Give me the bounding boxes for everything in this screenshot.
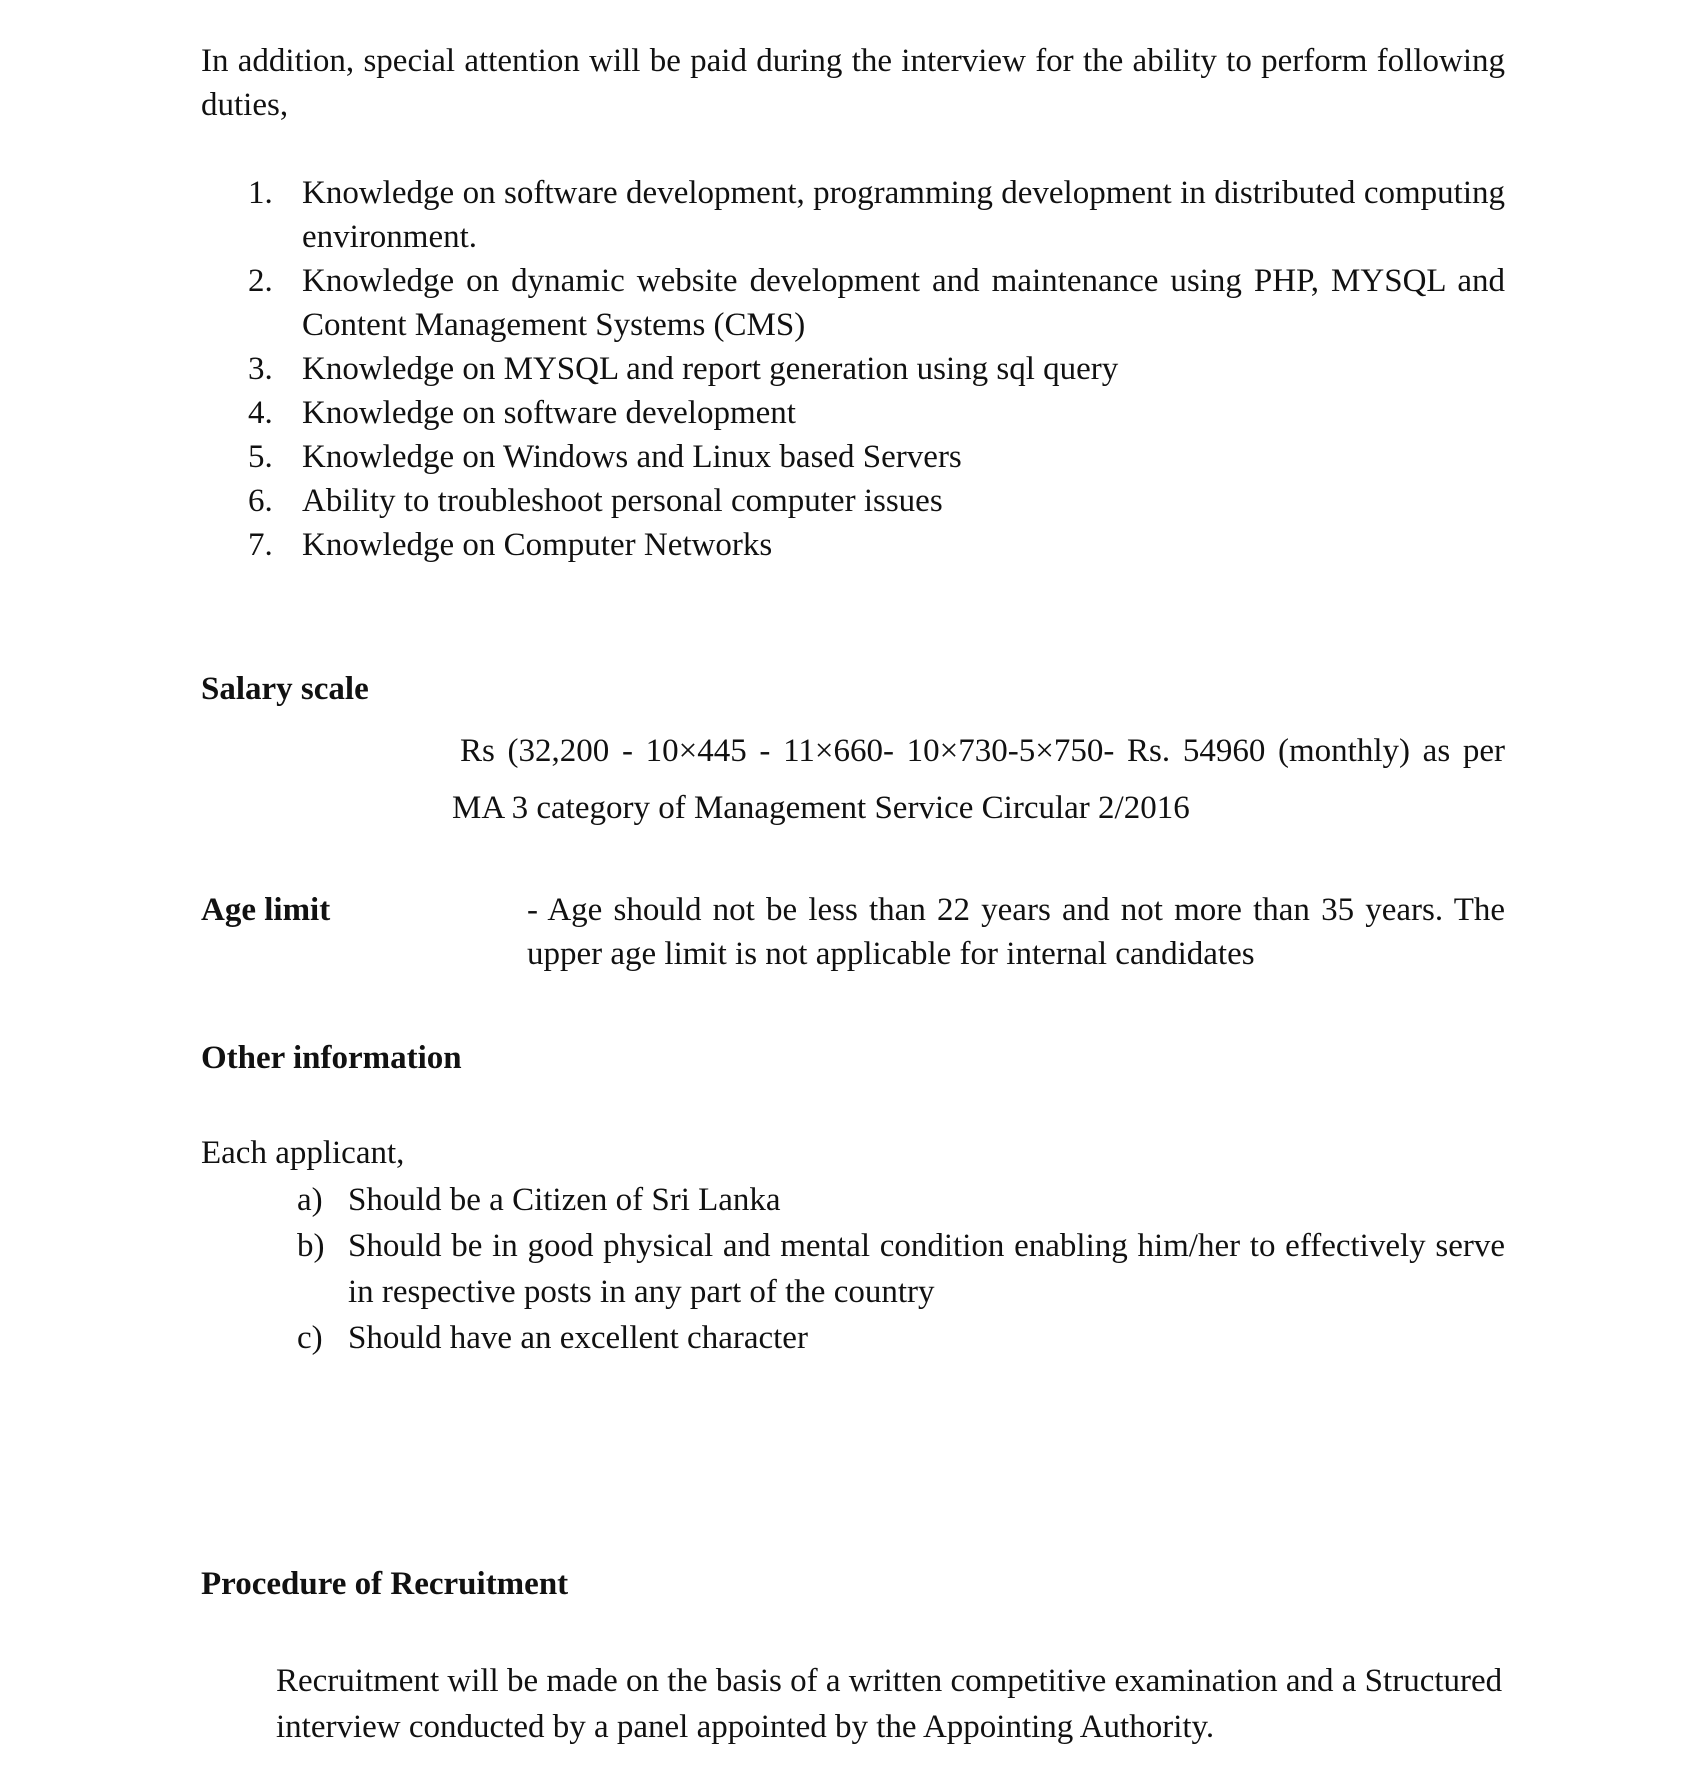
list-item-text: Knowledge on dynamic website development and maintenance using PHP, MYSQL and Content Management Systems (CMS) (302, 263, 1505, 343)
list-item-label: b) (297, 1228, 325, 1264)
salary-scale-line: MA 3 category of Management Service Circular 2/2016 (452, 790, 1190, 826)
list-item-number: 7. (248, 527, 273, 563)
list-item-text: Knowledge on MYSQL and report generation using sql query (302, 351, 1119, 387)
list-item-number: 6. (248, 483, 273, 519)
list-item-number: 4. (248, 395, 273, 431)
list-item (297, 1177, 1505, 1223)
list-item-text: Should have an excellent character (348, 1320, 808, 1356)
list-item-number: 1. (248, 175, 273, 211)
salary-scale-line: Rs (32,200 - 10×445 - 11×660- 10×730-5×750- Rs. 54960 (monthly) as per (460, 733, 1505, 769)
list-item (248, 435, 1505, 479)
list-item (297, 1315, 1505, 1361)
age-limit-text: - Age should not be less than 22 years and not more than 35 years. The upper age limit is not applicable for internal candidates (527, 892, 1505, 972)
list-item-number: 2. (248, 263, 273, 299)
list-item (248, 347, 1505, 391)
list-item (248, 171, 1505, 259)
list-item-text: Knowledge on software development, programming development in distributed computing environment. (302, 175, 1505, 255)
list-item-text: Should be a Citizen of Sri Lanka (348, 1182, 781, 1218)
list-item-number: 5. (248, 439, 273, 475)
list-item (248, 479, 1505, 523)
list-item (297, 1223, 1505, 1315)
age-limit-heading: Age limit (201, 892, 331, 928)
list-item-text: Knowledge on software development (302, 395, 796, 431)
applicant-lead-text: Each applicant, (201, 1135, 405, 1171)
list-item (248, 391, 1505, 435)
procedure-of-recruitment-heading: Procedure of Recruitment (201, 1566, 569, 1602)
intro-paragraph: In addition, special attention will be paid during the interview for the ability to perform following duties, (201, 43, 1505, 123)
list-item-label: c) (297, 1320, 323, 1356)
list-item-text: Should be in good physical and mental condition enabling him/her to effectively serve in respective posts in any part of the country (348, 1228, 1505, 1310)
salary-scale-heading: Salary scale (201, 671, 369, 707)
salary-scale-text (452, 723, 1505, 837)
duties-list (248, 171, 1505, 567)
list-item-label: a) (297, 1182, 323, 1218)
list-item-text: Knowledge on Computer Networks (302, 527, 773, 563)
conditions-list (297, 1177, 1505, 1361)
list-item-text: Knowledge on Windows and Linux based Servers (302, 439, 962, 475)
procedure-text: Recruitment will be made on the basis of a written competitive examination and a Structured interview conducted by a panel appointed by the Appointing Authority. (276, 1663, 1503, 1745)
other-information-heading: Other information (201, 1040, 462, 1076)
list-item (248, 523, 1505, 567)
list-item-number: 3. (248, 351, 273, 387)
list-item (248, 259, 1505, 347)
list-item-text: Ability to troubleshoot personal computer issues (302, 483, 943, 519)
